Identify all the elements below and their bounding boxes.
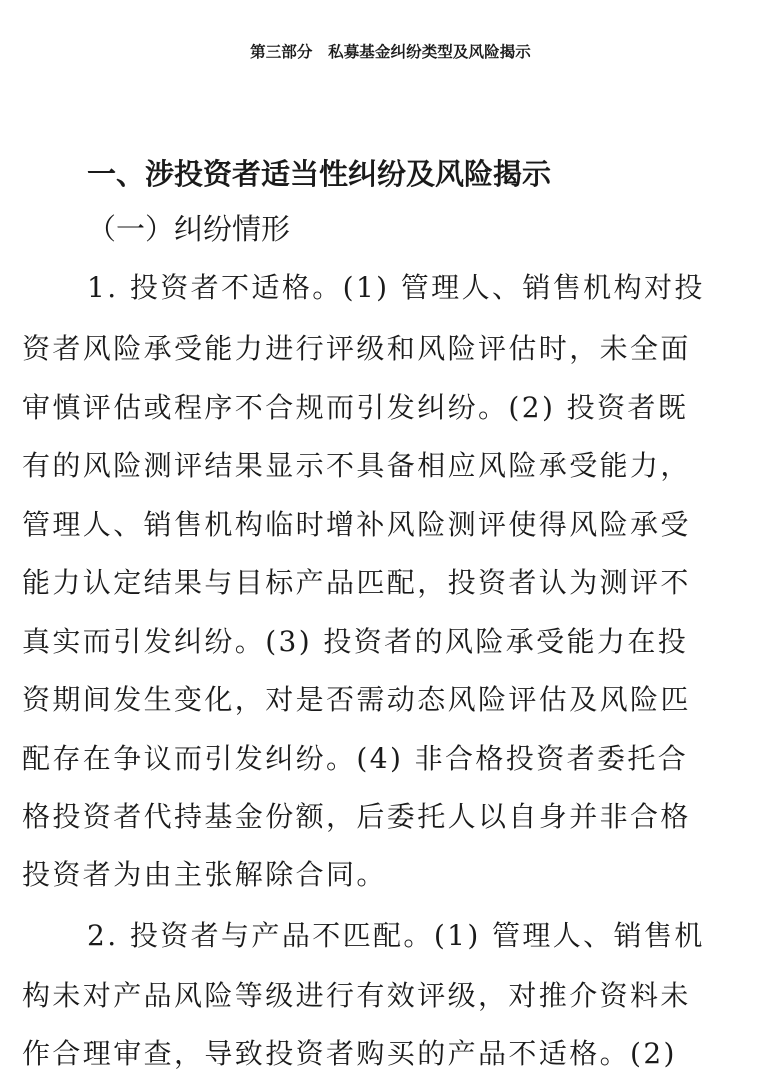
paragraph-line: 有的风险测评结果显示不具备相应风险承受能力， xyxy=(22,449,691,482)
sub-heading: （一）纠纷情形 xyxy=(87,212,291,246)
paragraph-line: 2. 投资者与产品不匹配。(1) 管理人、销售机 xyxy=(87,919,705,952)
paragraph-line: 审慎评估或程序不合规而引发纠纷。(2) 投资者既 xyxy=(22,391,689,424)
paragraph-line: 资期间发生变化，对是否需动态风险评估及风险匹 xyxy=(22,683,691,716)
part-title: 第三部分 私募基金纠纷类型及风险揭示 xyxy=(250,42,531,61)
paragraph-line: 投资者为由主张解除合同。 xyxy=(22,858,387,891)
paragraph-line: 构未对产品风险等级进行有效评级，对推介资料未 xyxy=(22,979,691,1012)
paragraph-line: 作合理审查，导致投资者购买的产品不适格。(2) xyxy=(22,1037,677,1070)
paragraph-line: 1. 投资者不适格。(1) 管理人、销售机构对投 xyxy=(87,271,705,304)
paragraph-line: 管理人、销售机构临时增补风险测评使得风险承受 xyxy=(22,508,691,541)
paragraph-line: 资者风险承受能力进行评级和风险评估时，未全面 xyxy=(22,332,691,365)
paragraph-line: 配存在争议而引发纠纷。(4) 非合格投资者委托合 xyxy=(22,742,689,775)
section-heading: 一、涉投资者适当性纠纷及风险揭示 xyxy=(87,157,552,191)
paragraph-line: 格投资者代持基金份额，后委托人以自身并非合格 xyxy=(22,800,691,833)
paragraph-line: 真实而引发纠纷。(3) 投资者的风险承受能力在投 xyxy=(22,625,689,658)
paragraph-line: 能力认定结果与目标产品匹配，投资者认为测评不 xyxy=(22,566,691,599)
